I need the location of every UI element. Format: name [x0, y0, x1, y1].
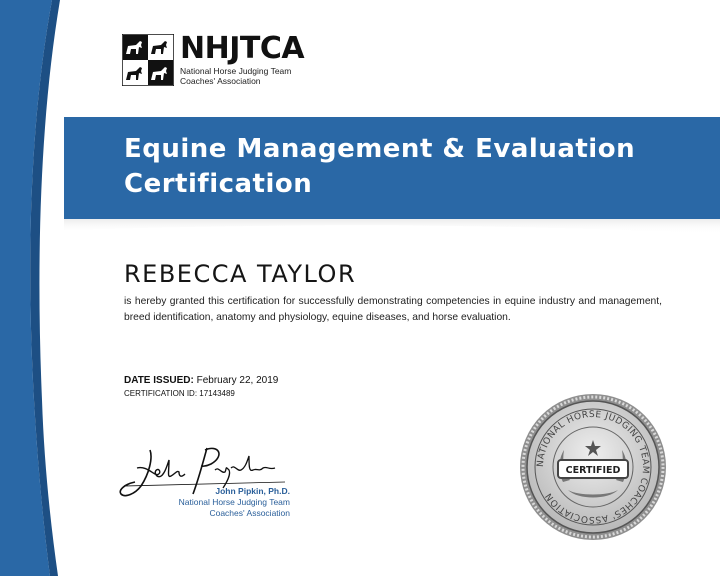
date-issued — [124, 375, 278, 386]
certificate-title-line1: Equine Management & Evaluation — [124, 134, 636, 164]
signer-name: John Pipkin, Ph.D. — [215, 486, 290, 496]
certificate-title — [124, 132, 704, 202]
date-issued-label: DATE ISSUED: — [124, 375, 194, 386]
certified-seal — [518, 392, 668, 542]
certification-statement: is hereby granted this certification for successfully demonstrating competencies in equine industry and management, breed identification, anatomy and physiology, equine diseases, and horse evaluation. — [124, 296, 662, 323]
recipient-name: REBECCA TAYLOR — [124, 260, 357, 288]
certification-id — [124, 389, 235, 398]
horse-logo-icon — [122, 34, 174, 86]
date-issued-value: February 22, 2019 — [196, 375, 279, 386]
certification-id-label: CERTIFICATION ID: — [124, 389, 198, 398]
logo-name-line1: National Horse Judging Team — [180, 66, 292, 76]
logo-acronym: NHJTCA — [180, 31, 305, 66]
signer-org-line1: National Horse Judging Team — [178, 497, 290, 507]
left-swoosh-decoration — [0, 0, 80, 576]
signer-org-line2: Coaches' Association — [209, 508, 290, 518]
seal-ring-text: NATIONAL HORSE JUDGING TEAM COACHES' ASSOCIATION — [535, 409, 651, 525]
organization-logo — [122, 31, 305, 86]
signer-block — [120, 486, 290, 519]
certification-id-value: 17143489 — [199, 389, 235, 398]
seal-label: CERTIFIED — [565, 465, 621, 476]
logo-name-line2: Coaches' Association — [180, 76, 261, 86]
certificate-title-line2: Certification — [124, 169, 313, 199]
